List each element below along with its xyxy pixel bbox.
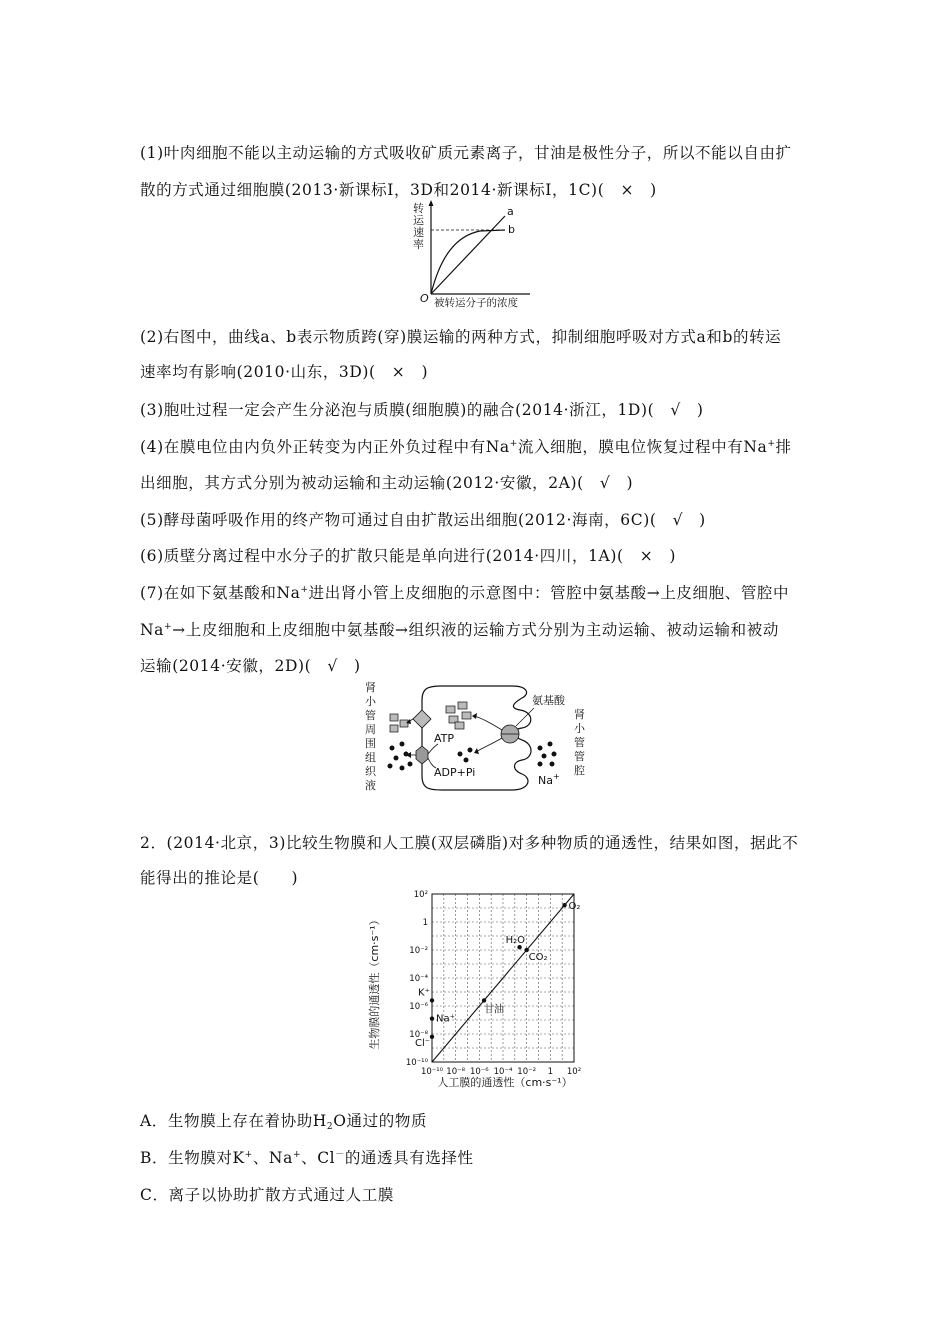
fig2-amino-inside xyxy=(446,702,471,729)
fig2-left-label xyxy=(365,680,377,792)
data-point-label: H₂O xyxy=(505,935,525,947)
kidney-tubule-figure xyxy=(362,678,592,798)
item4-line2: 出细胞，其方式分别为被动运输和主动运输(2012·安徽，2A)( √ ) xyxy=(140,474,634,492)
svg-text:组: 组 xyxy=(365,751,376,764)
x-tick-label: 10⁻² xyxy=(517,1067,537,1077)
item1-line2: 散的方式通过细胞膜(2013·新课标Ⅰ，3D和2014·新课标Ⅰ，1C)( × ) xyxy=(140,181,657,199)
fig1-y-label xyxy=(413,201,425,251)
option-c: C．离子以协助扩散方式通过人工膜 xyxy=(140,1186,394,1204)
fig2-atp: ATP xyxy=(434,732,455,745)
fig2-amino-left xyxy=(390,714,408,732)
y-tick-label: 10⁻² xyxy=(409,946,428,956)
svg-text:管: 管 xyxy=(365,709,376,722)
data-point-label: CO₂ xyxy=(528,952,548,963)
data-point xyxy=(562,903,566,907)
svg-text:液: 液 xyxy=(365,779,376,792)
fig2-pump-hexagon xyxy=(416,746,428,764)
x-tick-label: 10⁻⁴ xyxy=(493,1067,513,1077)
y-tick-label: 10⁻¹⁰ xyxy=(405,1058,428,1068)
x-tick-label: 10⁻¹⁰ xyxy=(420,1067,444,1077)
fig1-curve-a xyxy=(431,216,505,294)
x-tick-label: 10² xyxy=(566,1067,582,1077)
fig1-curve-b-label: b xyxy=(508,223,515,236)
chart-x-label: 人工膜的通透性（cm·s⁻¹） xyxy=(437,1076,573,1089)
data-point-label: 甘油 xyxy=(484,1004,505,1016)
svg-text:运: 运 xyxy=(413,214,424,227)
svg-text:肾: 肾 xyxy=(365,681,376,694)
item5: (5)酵母菌呼吸作用的终产物可通过自由扩散运出细胞(2012·海南，6C)( √ ) xyxy=(140,511,706,529)
data-point-label: O₂ xyxy=(568,901,581,913)
question2-line1: 2．(2014·北京，3)比较生物膜和人工膜(双层磷脂)对多种物质的通透性，结果如图，据此不 xyxy=(140,834,799,852)
fig2-na-right xyxy=(538,742,557,767)
svg-text:管: 管 xyxy=(574,750,585,763)
item7-line1: (7)在如下氨基酸和Na+进出肾小管上皮细胞的示意图中：管腔中氨基酸→上皮细胞、管腔中 xyxy=(140,584,790,602)
data-point-label: K⁺ xyxy=(418,987,430,999)
item2-line2: 速率均有影响(2010·山东，3D)( × ) xyxy=(140,363,429,381)
fig1-origin: O xyxy=(420,292,429,305)
svg-text:小: 小 xyxy=(574,722,585,735)
fig2-na-inside xyxy=(458,748,473,763)
fig1-x-label: 被转运分子的浓度 xyxy=(434,297,518,308)
fig1-curve-a-label: a xyxy=(507,205,514,218)
y-tick-label: 1 xyxy=(422,918,428,928)
item2-line1: (2)右图中，曲线a、b表示物质跨(穿)膜运输的两种方式，抑制细胞呼吸对方式a和b的转运 xyxy=(140,328,782,346)
data-point-label: Na⁺ xyxy=(436,1013,455,1025)
svg-text:周: 周 xyxy=(365,723,376,736)
svg-text:围: 围 xyxy=(365,737,376,750)
item3: (3)胞吐过程一定会产生分泌泡与质膜(细胞膜)的融合(2014·浙江，1D)( √ ) xyxy=(140,401,704,419)
svg-text:管: 管 xyxy=(574,736,585,749)
question2-line2: 能得出的推论是( ) xyxy=(140,869,299,887)
permeability-chart xyxy=(360,886,600,1092)
data-point xyxy=(430,1035,434,1039)
y-tick-label: 10⁻⁶ xyxy=(409,1002,428,1012)
fig2-right-label xyxy=(574,707,586,777)
item7-line3: 运输(2014·安徽，2D)( √ ) xyxy=(140,657,361,675)
data-point-label: Cl⁻ xyxy=(415,1037,431,1049)
data-point xyxy=(482,998,486,1002)
item6: (6)质壁分离过程中水分子的扩散只能是单向进行(2014·四川，1A)( × ) xyxy=(140,547,677,565)
svg-text:肾: 肾 xyxy=(574,708,585,721)
item7-line2: Na+→上皮细胞和上皮细胞中氨基酸→组织液的运输方式分别为主动运输、被动运输和被动 xyxy=(140,621,779,639)
svg-text:腔: 腔 xyxy=(574,764,585,777)
fig2-amino-label: 氨基酸 xyxy=(532,694,565,707)
chart-y-label: 生物膜的通透性（cm·s⁻¹） xyxy=(368,914,381,1050)
svg-text:织: 织 xyxy=(365,765,376,778)
data-point xyxy=(430,998,434,1002)
item1-line1: (1)叶肉细胞不能以主动运输的方式吸收矿质元素离子，甘油是极性分子，所以不能以自由扩 xyxy=(140,144,792,162)
x-tick-label: 10⁻⁸ xyxy=(446,1067,466,1077)
fig2-carrier-diamond xyxy=(413,710,431,728)
data-point xyxy=(430,1016,434,1020)
svg-text:转: 转 xyxy=(413,202,424,215)
option-a: A．生物膜上存在着协助$H_2O$通过的物质 xyxy=(140,1112,428,1132)
y-tick-label: 10⁻⁴ xyxy=(409,974,428,984)
x-tick-label: 10⁻⁶ xyxy=(469,1067,489,1077)
svg-text:率: 率 xyxy=(413,238,424,251)
x-tick-label: 1 xyxy=(547,1067,554,1077)
item4-line1: (4)在膜电位由内负外正转变为内正外负过程中有Na+流入细胞，膜电位恢复过程中有Na+排 xyxy=(140,438,792,456)
y-tick-label: 10² xyxy=(413,890,428,900)
y-tick-label: 10⁻⁸ xyxy=(409,1030,428,1040)
fig1-curve-b xyxy=(431,230,505,294)
transport-rate-figure xyxy=(410,198,540,308)
fig2-adp: ADP+Pi xyxy=(434,766,476,779)
svg-text:速: 速 xyxy=(413,226,424,239)
svg-text:小: 小 xyxy=(365,695,376,708)
option-b: B．生物膜对K+、Na+、Cl－的通透具有选择性 xyxy=(140,1149,474,1167)
fig2-na-label: Na+ xyxy=(538,772,560,787)
